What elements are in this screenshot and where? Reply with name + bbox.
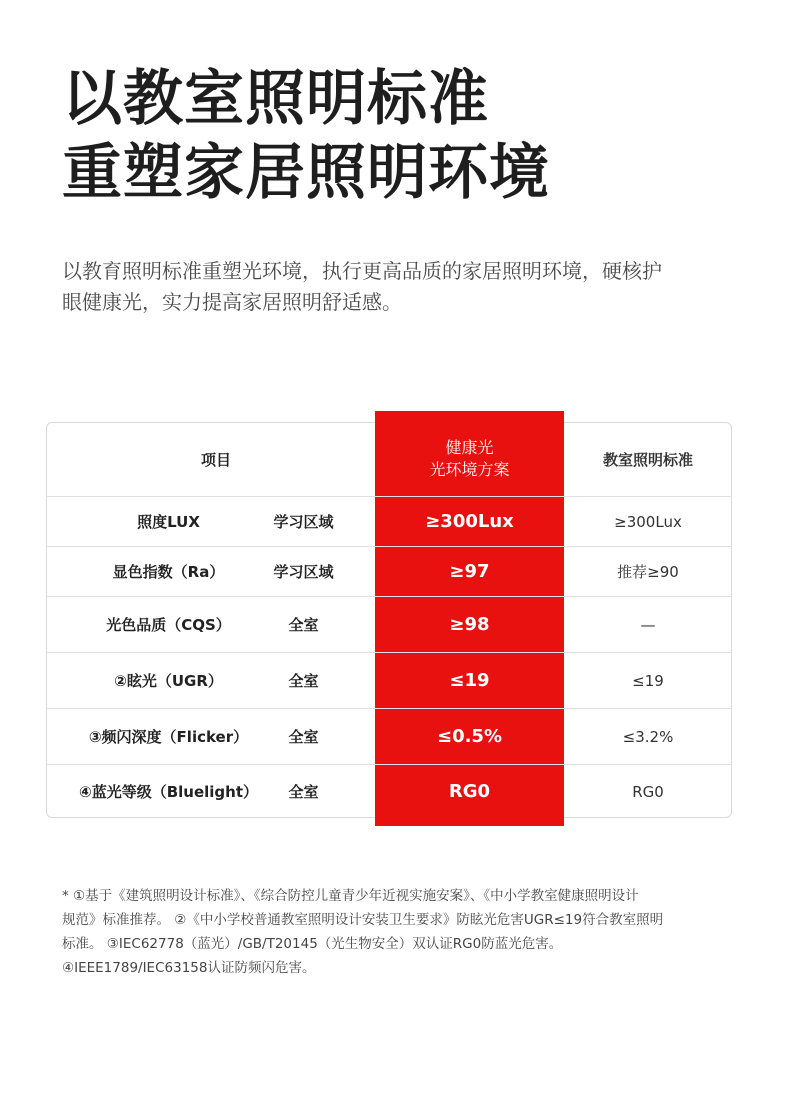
footnote-line-4: ④IEEE1789/IEC63158认证防频闪危害。: [62, 960, 316, 976]
header-item: 项目: [200, 450, 231, 469]
footnote-line-1: * ①基于《建筑照明设计标准》、《综合防控儿童青少年近视实施安案》、《中小学教室健康照明设计: [62, 888, 639, 904]
row-solution: ≥300Lux: [425, 511, 514, 532]
row-standard: RG0: [632, 782, 664, 801]
row-standard: 推荐≥90: [617, 563, 679, 581]
row-solution: ≥97: [449, 561, 490, 582]
title-line-2: 重塑家居照明环境: [62, 138, 550, 208]
row-item: 光色品质（CQS）: [106, 616, 231, 634]
row-area: 全室: [288, 783, 319, 801]
row-item: ②眩光（UGR）: [114, 672, 223, 690]
row-standard: ≥300Lux: [614, 512, 682, 531]
table-row: [46, 546, 732, 596]
row-item: ④蓝光等级（Bluelight）: [79, 783, 258, 801]
row-solution: ≥98: [449, 614, 490, 635]
row-area: 全室: [288, 616, 319, 634]
intro-line-2: 眼健康光，实力提高家居照明舒适感。: [62, 290, 402, 314]
table-row: [46, 596, 732, 652]
page-title: [62, 62, 550, 210]
table-row: [46, 652, 732, 708]
row-area: 全室: [288, 672, 319, 690]
table-row: [46, 708, 732, 764]
row-standard: ≤19: [632, 671, 664, 690]
row-item: ③频闪深度（Flicker）: [88, 728, 249, 746]
header-highlight-line-2: 光环境方案: [429, 460, 510, 479]
row-standard: —: [640, 615, 656, 634]
intro-line-1: 以教育照明标准重塑光环境，执行更高品质的家居照明环境，硬核护: [62, 259, 662, 283]
intro-paragraph: [62, 256, 732, 318]
header-highlight-line-1: 健康光: [445, 438, 494, 457]
row-solution: RG0: [448, 781, 491, 802]
table-row: [46, 764, 732, 818]
row-standard: ≤3.2%: [622, 727, 674, 746]
row-solution: ≤19: [449, 670, 490, 691]
title-line-1: 以教室照明标准: [62, 64, 489, 134]
header-highlight: [375, 422, 564, 496]
footnote: [62, 884, 702, 980]
row-item: 显色指数（Ra）: [112, 563, 225, 581]
footnote-line-3: 标准。 ③IEC62778（蓝光）/GB/T20145（光生物安全）双认证RG0防蓝光危害。: [62, 936, 563, 952]
footnote-line-2: 规范》标准推荐。 ②《中小学校普通教室照明设计安装卫生要求》防眩光危害UGR≤19符合教室照明: [62, 912, 664, 928]
row-area: 学习区域: [273, 563, 334, 581]
row-area: 学习区域: [273, 513, 334, 531]
table-row: [46, 496, 732, 546]
row-area: 全室: [288, 728, 319, 746]
row-solution: ≤0.5%: [436, 726, 502, 747]
table-header-row: [46, 422, 732, 496]
header-standard: 教室照明标准: [602, 450, 693, 469]
row-item: 照度LUX: [137, 513, 200, 531]
